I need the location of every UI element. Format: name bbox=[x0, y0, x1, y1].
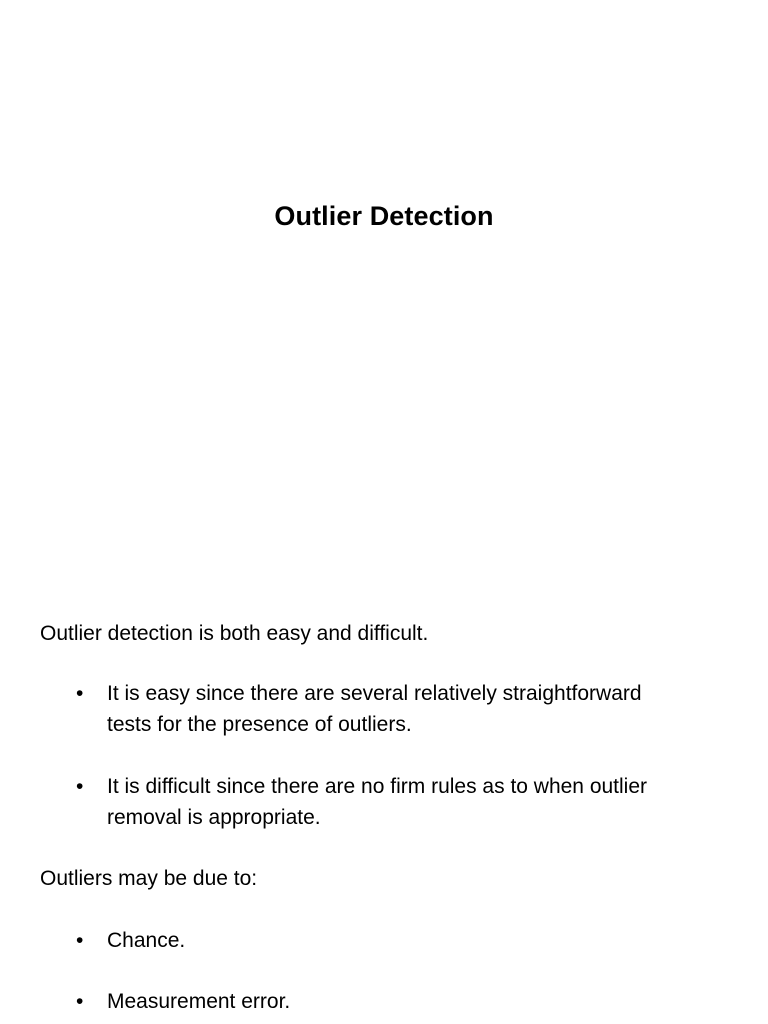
bullet-icon: • bbox=[76, 682, 84, 705]
intro-paragraph: Outlier detection is both easy and difficult. bbox=[40, 622, 429, 645]
list-item-line: It is easy since there are several relatively straightforward bbox=[107, 682, 642, 705]
list-item-line: It is difficult since there are no firm rules as to when outlier bbox=[107, 775, 648, 798]
list-item-text bbox=[107, 771, 737, 833]
list-item-text bbox=[107, 678, 737, 740]
causes-heading: Outliers may be due to: bbox=[40, 867, 258, 890]
slide-title: Outlier Detection bbox=[274, 201, 494, 231]
bullet-icon: • bbox=[76, 990, 84, 1013]
slide-body bbox=[40, 618, 740, 1018]
list-item-line: tests for the presence of outliers. bbox=[107, 713, 412, 736]
list-item-text: Chance. bbox=[107, 929, 186, 952]
bullet-icon: • bbox=[76, 775, 84, 798]
bullet-icon: • bbox=[76, 929, 84, 952]
list-item-text: Measurement error. bbox=[107, 990, 291, 1013]
list-item-line: removal is appropriate. bbox=[107, 806, 321, 829]
